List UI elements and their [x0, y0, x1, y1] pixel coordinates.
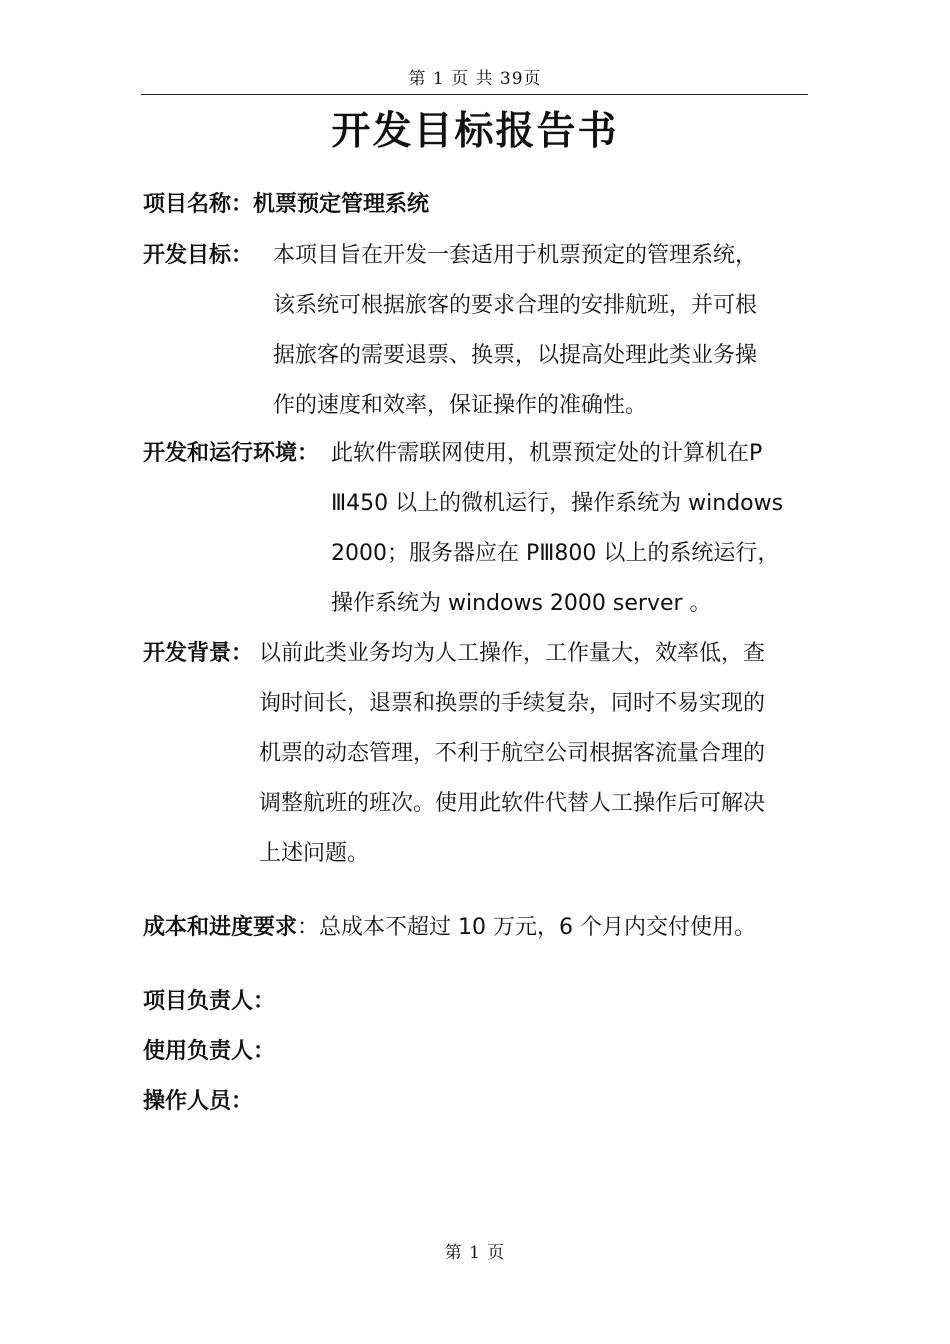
project-lead-label: 项目负责人： [143, 989, 276, 1014]
cost-label: 成本和进度要求 [143, 915, 298, 940]
goal-label: 开发目标： [143, 243, 254, 268]
environment-line: 2000；服务器应在 PⅢ800 以上的系统运行， [331, 541, 780, 566]
goal-line: 作的速度和效率，保证操作的准确性。 [273, 393, 648, 418]
user-lead-label: 使用负责人： [143, 1039, 276, 1064]
goal-line: 本项目旨在开发一套适用于机票预定的管理系统， [273, 243, 758, 268]
background-body [259, 629, 804, 879]
project-name-label: 项目名称： [143, 192, 254, 217]
background-line: 机票的动态管理，不利于航空公司根据客流量合理的 [259, 741, 766, 766]
goal-line: 该系统可根据旅客的要求合理的安排航班，并可根 [273, 293, 758, 318]
project-name-row [143, 180, 429, 230]
environment-body [331, 429, 879, 629]
environment-line: Ⅲ450 以上的微机运行，操作系统为 windows [331, 491, 784, 516]
background-line: 调整航班的班次。使用此软件代替人工操作后可解决 [259, 791, 766, 816]
goal-line: 据旅客的需要退票、换票，以提高处理此类业务操 [273, 343, 758, 368]
page-footer: 第 1 页 [444, 1243, 506, 1263]
environment-label: 开发和运行环境： [143, 441, 320, 466]
background-label: 开发背景： [143, 641, 254, 666]
project-name-value: 机票预定管理系统 [253, 192, 430, 217]
environment-line: 此软件需联网使用，机票预定处的计算机在P [331, 441, 763, 466]
background-line: 询时间长，退票和换票的手续复杂，同时不易实现的 [259, 691, 766, 716]
environment-line: 操作系统为 windows 2000 server 。 [331, 591, 712, 616]
operators-label: 操作人员： [143, 1089, 254, 1114]
header-rule [141, 94, 808, 95]
background-line: 以前此类业务均为人工操作，工作量大，效率低，查 [259, 641, 766, 666]
cost-value: ：总成本不超过 10 万元，6 个月内交付使用。 [297, 915, 756, 940]
cost-row [143, 903, 756, 953]
document-title: 开发目标报告书 [331, 109, 619, 154]
background-line: 上述问题。 [259, 841, 370, 866]
page-header: 第 1 页 共 39页 [408, 69, 542, 89]
goal-body [273, 231, 818, 431]
